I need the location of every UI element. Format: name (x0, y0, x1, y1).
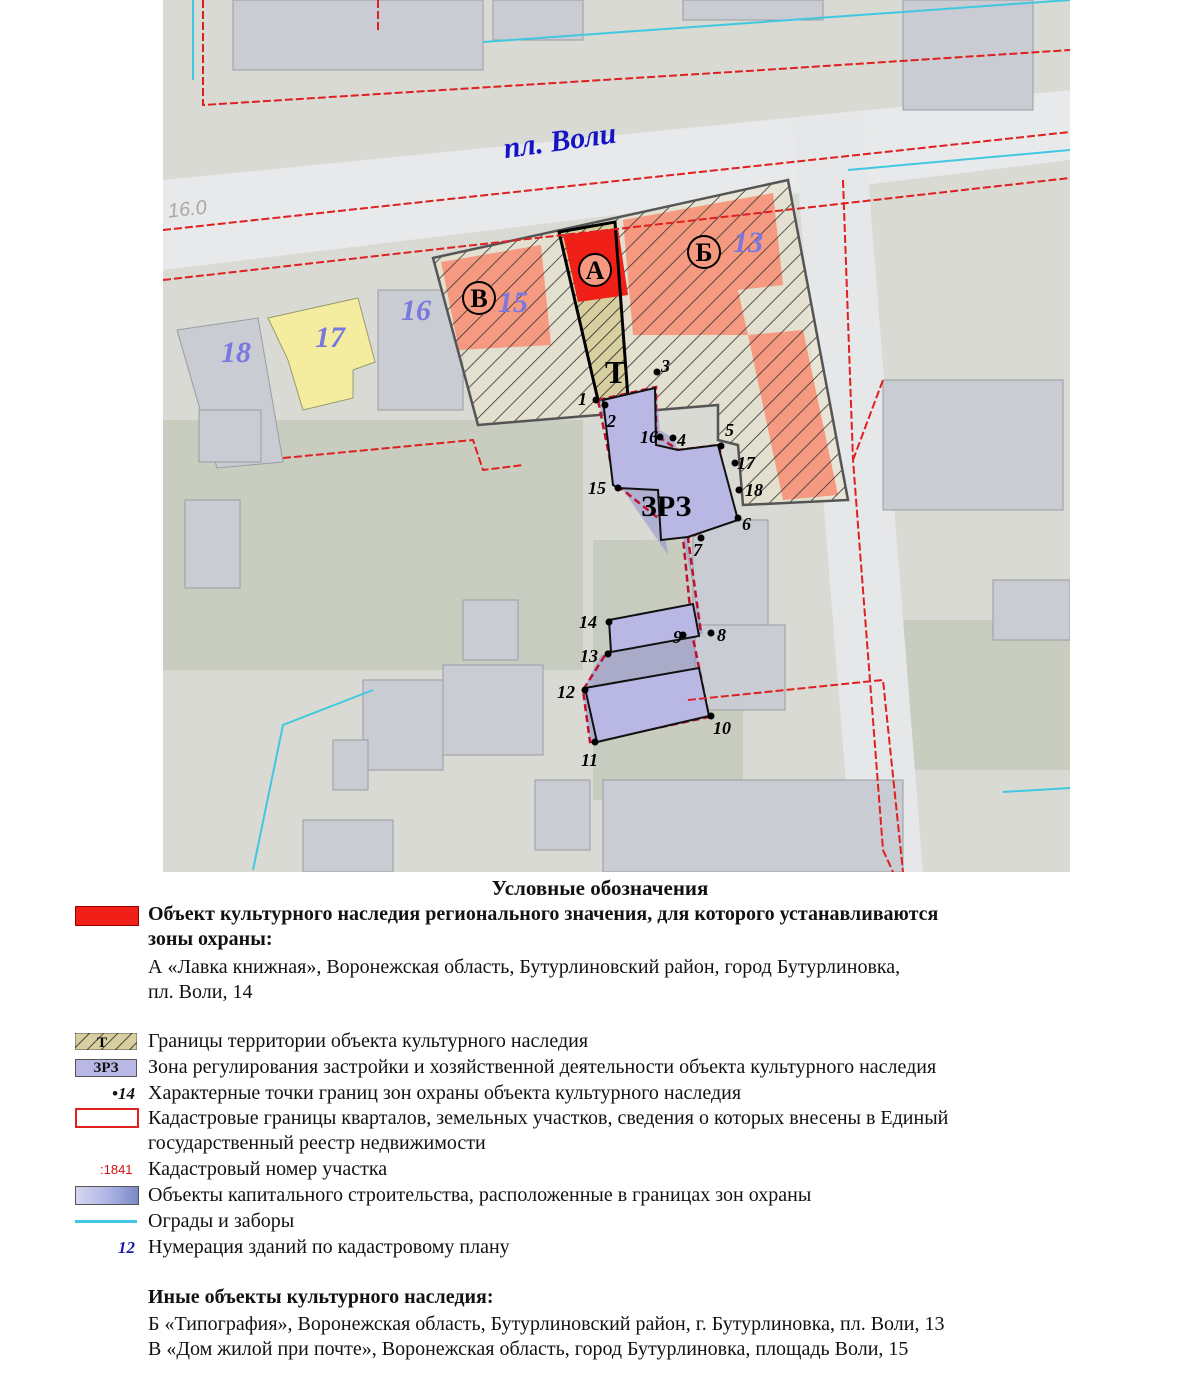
boundary-point-dot (602, 402, 609, 409)
boundary-point-label: 3 (661, 356, 670, 376)
legend-other-b: Б «Типография», Воронежская область, Бутурлиновский район, г. Бутурлиновка, пл. Воли, 13 (148, 1313, 945, 1335)
boundary-point-label: 16 (640, 427, 658, 447)
legend-zone-swatch: ЗРЗ (75, 1059, 137, 1077)
boundary-point-label: 17 (737, 453, 755, 473)
boundary-point-dot (582, 687, 589, 694)
boundary-point-label: 6 (742, 514, 751, 534)
boundary-point-dot (670, 435, 677, 442)
boundary-point-label: 5 (725, 420, 734, 440)
legend-other-heading: Иные объекты культурного наследия: (148, 1286, 494, 1308)
legend-point-symbol: •14 (112, 1084, 135, 1103)
zone-label: ЗРЗ (641, 490, 692, 523)
boundary-point-dot (606, 619, 613, 626)
boundary-point-dot (708, 630, 715, 637)
boundary-point-label: 8 (717, 625, 726, 645)
marker-v: В (470, 284, 488, 313)
boundary-point-dot (605, 651, 612, 658)
boundary-point-label: 12 (557, 682, 575, 702)
boundary-point-label: 2 (607, 411, 616, 431)
svg-text:13: 13 (733, 226, 763, 259)
boundary-point-label: 11 (581, 750, 599, 770)
legend-fence-swatch (75, 1220, 137, 1223)
boundary-point-label: 10 (713, 718, 731, 738)
boundary-point-label: 15 (588, 478, 606, 498)
marker-b: Б (695, 238, 713, 267)
site-map (163, 0, 1070, 872)
street-label: пл. Воли (501, 116, 619, 166)
boundary-point-dot (593, 397, 600, 404)
boundary-point-label: 7 (693, 540, 702, 560)
legend-numbering-symbol: 12 (118, 1238, 135, 1257)
boundary-point-label: 14 (579, 612, 597, 632)
svg-text:18: 18 (221, 336, 251, 369)
boundary-point-dot (654, 369, 661, 376)
boundary-point-dot (735, 515, 742, 522)
territory-t-label: Т (605, 354, 627, 390)
legend-red-swatch (75, 906, 139, 926)
legend-cadnum-symbol: :1841 (100, 1162, 133, 1177)
legend-object-a-1: А «Лавка книжная», Воронежская область, Бутурлиновский район, город Бутурлиновка, (148, 956, 901, 978)
marker-a: А (585, 256, 605, 285)
legend-numbering: Нумерация зданий по кадастровому плану (148, 1236, 510, 1258)
svg-text:Т: Т (97, 1035, 108, 1050)
boundary-point-label: 1 (578, 389, 587, 409)
legend-buildings-swatch (75, 1186, 139, 1205)
boundary-point-label: 9 (673, 627, 682, 647)
legend-points: Характерные точки границ зон охраны объекта культурного наследия (148, 1082, 742, 1104)
boundary-point-dot (615, 485, 622, 492)
svg-text:17: 17 (315, 321, 345, 354)
boundary-point-dot (592, 739, 599, 746)
legend-fences: Ограды и заборы (148, 1210, 295, 1232)
svg-text:15: 15 (498, 286, 528, 319)
legend-objects-heading-2: зоны охраны: (148, 928, 273, 950)
legend-title: Условные обозначения (491, 876, 709, 900)
legend-cad-num: Кадастровый номер участка (148, 1158, 388, 1180)
legend-cadastral-2: государственный реестр недвижимости (148, 1132, 486, 1154)
boundary-point-label: 4 (677, 430, 686, 450)
legend-object-a-2: пл. Воли, 14 (148, 981, 253, 1003)
boundary-point-dot (736, 487, 743, 494)
legend-territory: Границы территории объекта культурного наследия (148, 1030, 589, 1052)
svg-text:16: 16 (401, 294, 431, 327)
boundary-point-dot (718, 443, 725, 450)
legend-cadastral-1: Кадастровые границы кварталов, земельных участков, сведения о которых внесены в Единый (148, 1107, 949, 1129)
boundary-point-label: 18 (745, 480, 763, 500)
legend-zone: Зона регулирования застройки и хозяйственной деятельности объекта культурного наследия (148, 1056, 937, 1078)
legend-objects-heading-1: Объект культурного наследия регионального значения, для которого устанавливаются (148, 903, 939, 925)
legend-cadastral-swatch (75, 1108, 139, 1128)
legend-territory-swatch (75, 1033, 137, 1050)
legend-other-v: В «Дом жилой при почте», Воронежская область, город Бутурлиновка, площадь Воли, 15 (148, 1338, 909, 1360)
boundary-point-label: 13 (580, 646, 598, 666)
legend-buildings: Объекты капитального строительства, расположенные в границах зон охраны (148, 1184, 812, 1206)
street-number: 16.0 (166, 196, 208, 223)
